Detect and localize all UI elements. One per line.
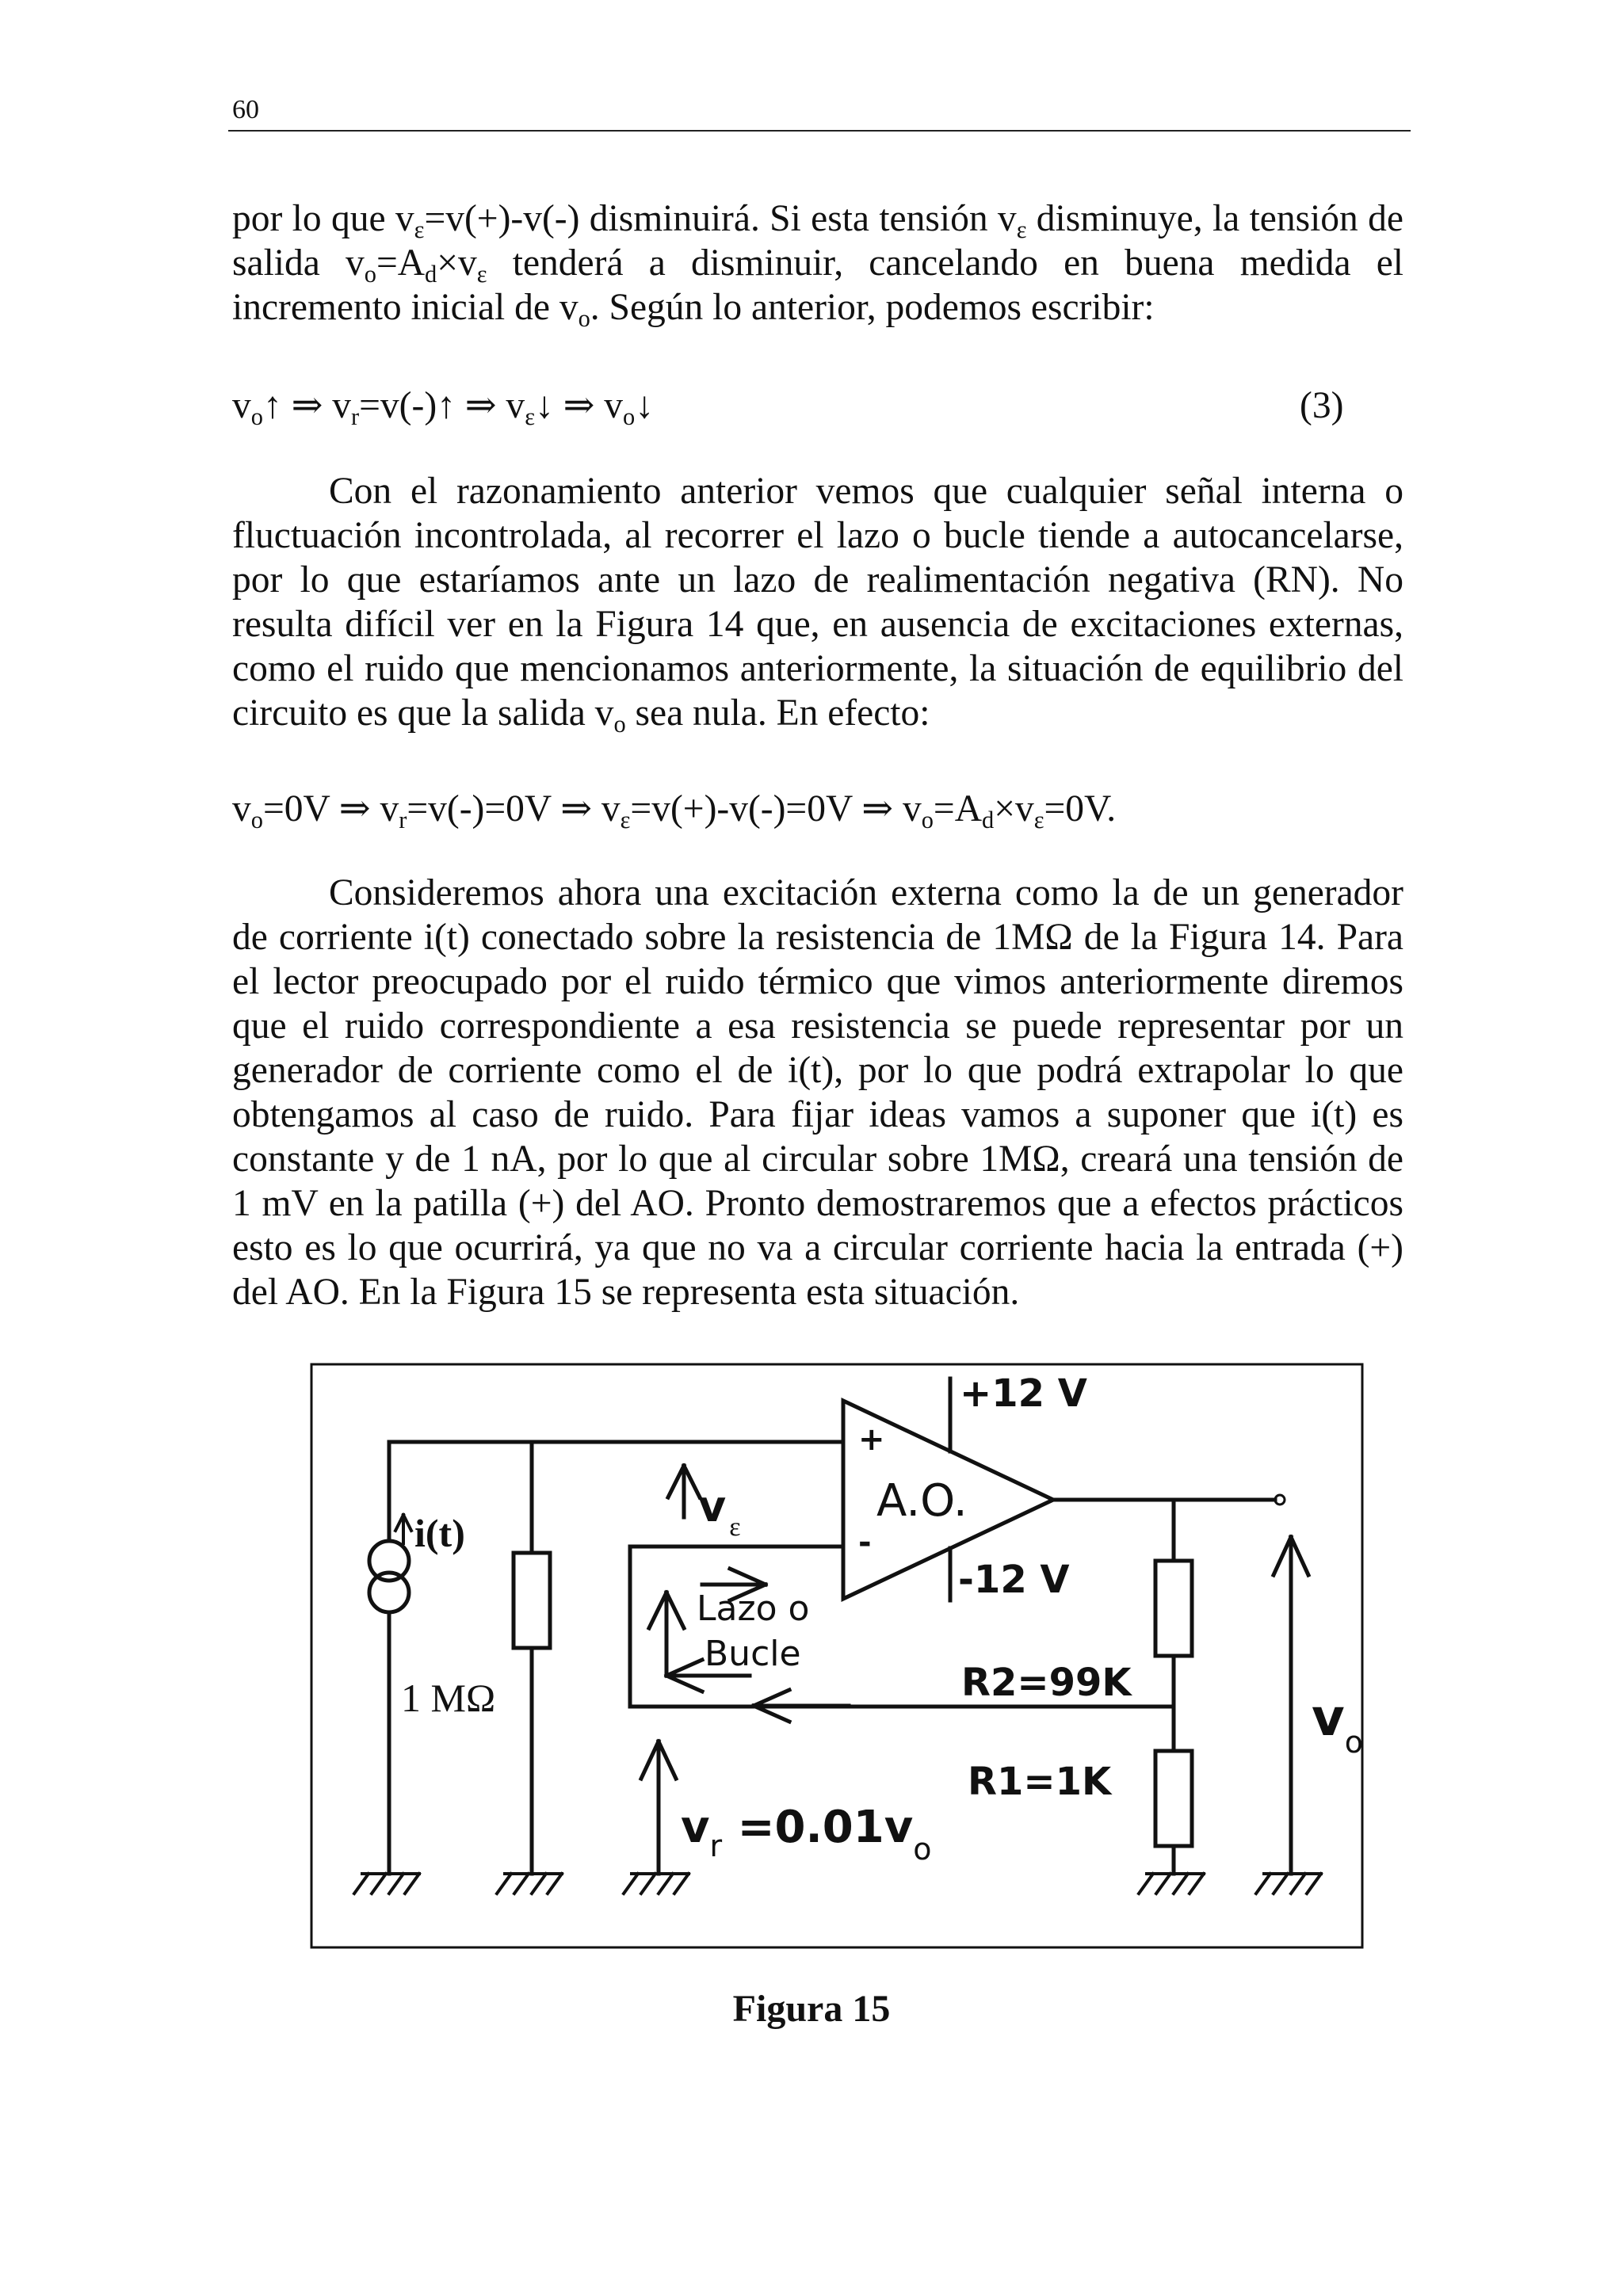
plus-input-sign: +	[858, 1421, 885, 1458]
ground-symbols	[354, 1874, 1321, 1894]
v-epsilon-label: v $_\varepsilon$	[698, 1482, 741, 1542]
loop-arrow-left-outer	[754, 1690, 849, 1722]
vr-label: $v_r =0.01v_o$	[681, 1802, 932, 1867]
r1-label: R1=1K	[968, 1760, 1112, 1804]
current-arrow	[395, 1515, 411, 1543]
v-epsilon-arrow	[668, 1466, 700, 1517]
vr-arrow	[641, 1741, 676, 1874]
r2-label: R2=99K	[961, 1661, 1132, 1705]
paragraph-3: Consideremos ahora una excitación externa como la de un generador de corriente i(t) conectado sobre la resistencia de 1MΩ de la Figura 14. Para el lector preocupado por el ruido térmico que vimos anteriormente diremos que el ruido correspondiente a esa resistencia se puede representar por un generador de corriente como el de i(t), por lo que podrá extrapolar lo que obtengamos al caso de ruido. Para fijar ideas vamos a suponer que i(t) es constante y de 1 nA, por lo que al circular sobre 1MΩ, creará una tensión de 1 mV en la patilla (+) del AO. Pronto demostraremos que a efectos prácticos esto es lo que ocurrirá, ya que no va a circular corriente hacia la entrada (+) del AO. En la Figura 15 se representa esta situación.	[232, 872, 1403, 1313]
resistor-r2	[1155, 1561, 1192, 1656]
loop-label-line-2: Bucle	[705, 1634, 801, 1674]
loop-arrow-up	[649, 1592, 684, 1676]
minus-input-sign: -	[858, 1524, 872, 1561]
paragraph-1: por lo que $v_\varepsilon=v(+)-v(-)$ disminuirá. Si esta tensión $v_\varepsilon$ disminuye, la tensión de salida $v_o=A_d\times v_\varepsilon$ tenderá a disminuir, cancelando en buena medida el incremento inicial de $v_o$. Según lo anterior, podemos escribir:	[232, 198, 1404, 333]
figure-caption: Figura 15	[732, 1988, 891, 2030]
figure-15-circuit	[310, 1363, 1364, 1949]
opamp-label: A.O.	[876, 1475, 968, 1527]
vo-label: $v_o$	[1312, 1689, 1363, 1760]
figure-frame	[311, 1364, 1362, 1947]
equation-3: $v_o↑$ ⇒ $v_r=v(-)↑$ ⇒ $v_\varepsilon↓$ ⇒ $v_o↓$	[232, 385, 654, 431]
equation-4: $v_o=0V$ ⇒ $v_r=v(-)=0V$ ⇒ $v_\varepsilon=v(+)-v(-)=0V$ ⇒ $v_o=A_d\times v_\varepsilon=0V$.	[232, 788, 1117, 834]
page-number: 60	[232, 95, 259, 124]
plus-supply-label: +12 V	[960, 1371, 1087, 1416]
resistor-1m	[514, 1553, 550, 1648]
loop-label-line-1: Lazo o	[697, 1589, 810, 1629]
current-label: i(t)	[414, 1511, 465, 1555]
vo-arrow	[1274, 1537, 1308, 1874]
paragraph-2: Con el razonamiento anterior vemos que cualquier señal interna o fluctuación incontrolada, al recorrer el lazo o bucle tiende a autocancelarse, por lo que estaríamos ante un lazo de realimentación negativa (RN). No resulta difícil ver en la Figura 14 que, en ausencia de excitaciones externas, como el ruido que mencionamos anteriormente, la situación de equilibrio del circuito es que la salida $v_o$ sea nula. En efecto:	[232, 471, 1403, 738]
minus-supply-label: -12 V	[958, 1558, 1070, 1602]
resistor-r1	[1155, 1751, 1192, 1846]
resistor-1m-label: 1 MΩ	[401, 1676, 496, 1720]
equation-3-number: (3)	[1300, 385, 1344, 426]
header-rule	[228, 130, 1411, 132]
